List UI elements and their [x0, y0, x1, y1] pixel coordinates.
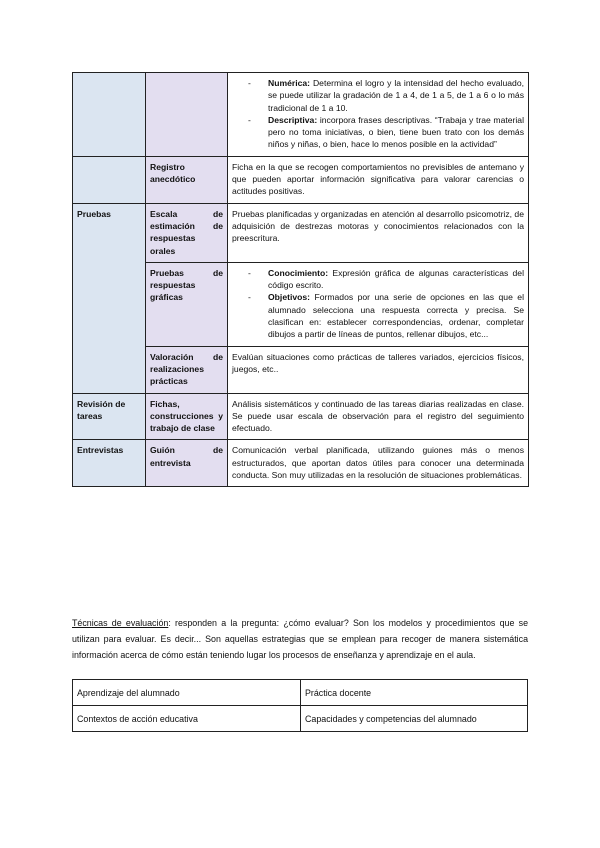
table-cell: Contextos de acción educativa	[73, 706, 301, 732]
evaluation-instruments-table	[72, 72, 529, 487]
instrument-cell: Escala de estimación de respuestas orales	[146, 203, 228, 262]
instrument-cell: Registro anecdótico	[146, 156, 228, 203]
table-cell: Capacidades y competencias del alumnado	[301, 706, 528, 732]
tecnicas-text: : responden a la pregunta: ¿cómo evaluar? Son los modelos y procedimientos que se utilizan para evaluar. Es decir... Son aquellas estrategias que se emplean para recoger de manera sistemática información acerca de cómo están teniendo lugar los procesos de enseñanza y aprendizaje en el aula.	[72, 618, 528, 660]
scale-types-list	[232, 77, 524, 151]
term-label: Objetivos:	[268, 292, 311, 303]
instrument-cell: Guión de entrevista	[146, 440, 228, 487]
term-text: incorpora frases descriptivas. “Trabaja y trae material pero no toma iniciativas, o bien, tiene buen trato con los demás niños y niñas, o bien, hace lo menos posible en la actividad”	[268, 114, 524, 150]
table-row	[73, 680, 528, 706]
table-row	[73, 706, 528, 732]
instrument-cell	[146, 73, 228, 157]
term-label: Conocimiento:	[268, 267, 329, 278]
list-item	[268, 77, 524, 114]
table-row	[73, 393, 529, 440]
term-text: Expresión gráfica de algunas características del código escrito.	[268, 267, 524, 291]
instrument-cell: Valoración de realizaciones prácticas	[146, 346, 228, 393]
table-row	[73, 440, 529, 487]
table-cell: Práctica docente	[301, 680, 528, 706]
category-cell	[73, 73, 146, 157]
term-label: Numérica:	[268, 78, 311, 88]
list-item	[268, 267, 524, 292]
description-cell: Evalúan situaciones como prácticas de talleres variados, ejercicios físicos, juegos, etc..	[228, 346, 529, 393]
instrument-cell: Pruebas de respuestas gráficas	[146, 262, 228, 346]
list-item	[268, 291, 524, 340]
tecnicas-paragraph	[72, 616, 528, 663]
category-cell: Revisión de tareas	[73, 393, 146, 440]
term-text: Formados por una serie de opciones en las que el alumnado selecciona una respuesta correcta y precisa. Se clasifican en: establecer correspondencias, ordenar, completar dibujos a partir de líneas de puntos, rellenar dibujos, etc...	[268, 292, 524, 340]
description-cell	[228, 262, 529, 346]
test-types-list	[232, 267, 524, 341]
list-item	[268, 114, 524, 151]
term-label: Descriptiva:	[268, 114, 318, 125]
table-row	[73, 156, 529, 203]
category-cell: Entrevistas	[73, 440, 146, 487]
description-cell: Ficha en la que se recogen comportamientos no previsibles de antemano y que pueden aportar información significativa para valorar carencias o actitudes positivas.	[228, 156, 529, 203]
description-cell: Pruebas planificadas y organizadas en atención al desarrollo psicomotriz, de adquisición de destrezas motoras y conocimientos relacionados con la preescritura.	[228, 203, 529, 262]
category-cell	[73, 156, 146, 203]
description-cell	[228, 73, 529, 157]
description-cell: Comunicación verbal planificada, utilizando guiones más o menos estructurados, que aportan datos útiles para conocer una determinada conducta. Son muy utilizadas en la resolución de situaciones problemáticas.	[228, 440, 529, 487]
term-text: Determina el logro y la intensidad del hecho evaluado, se puede utilizar la gradación de 1 a 4, de 1 a 5, de 1 a 6 o lo más tradicional de 1 a 10.	[268, 78, 525, 113]
category-cell: Pruebas	[73, 203, 146, 393]
instrument-cell: Fichas, construcciones y trabajo de clase	[146, 393, 228, 440]
tecnicas-heading: Técnicas de evaluación	[72, 618, 169, 628]
table-row	[73, 203, 529, 262]
table-cell: Aprendizaje del alumnado	[73, 680, 301, 706]
description-cell: Análisis sistemáticos y continuado de las tareas diarias realizadas en clase. Se puede usar escala de observación para el registro del seguimiento efectuado.	[228, 393, 529, 440]
table-row	[73, 73, 529, 157]
evaluation-areas-table	[72, 679, 528, 732]
